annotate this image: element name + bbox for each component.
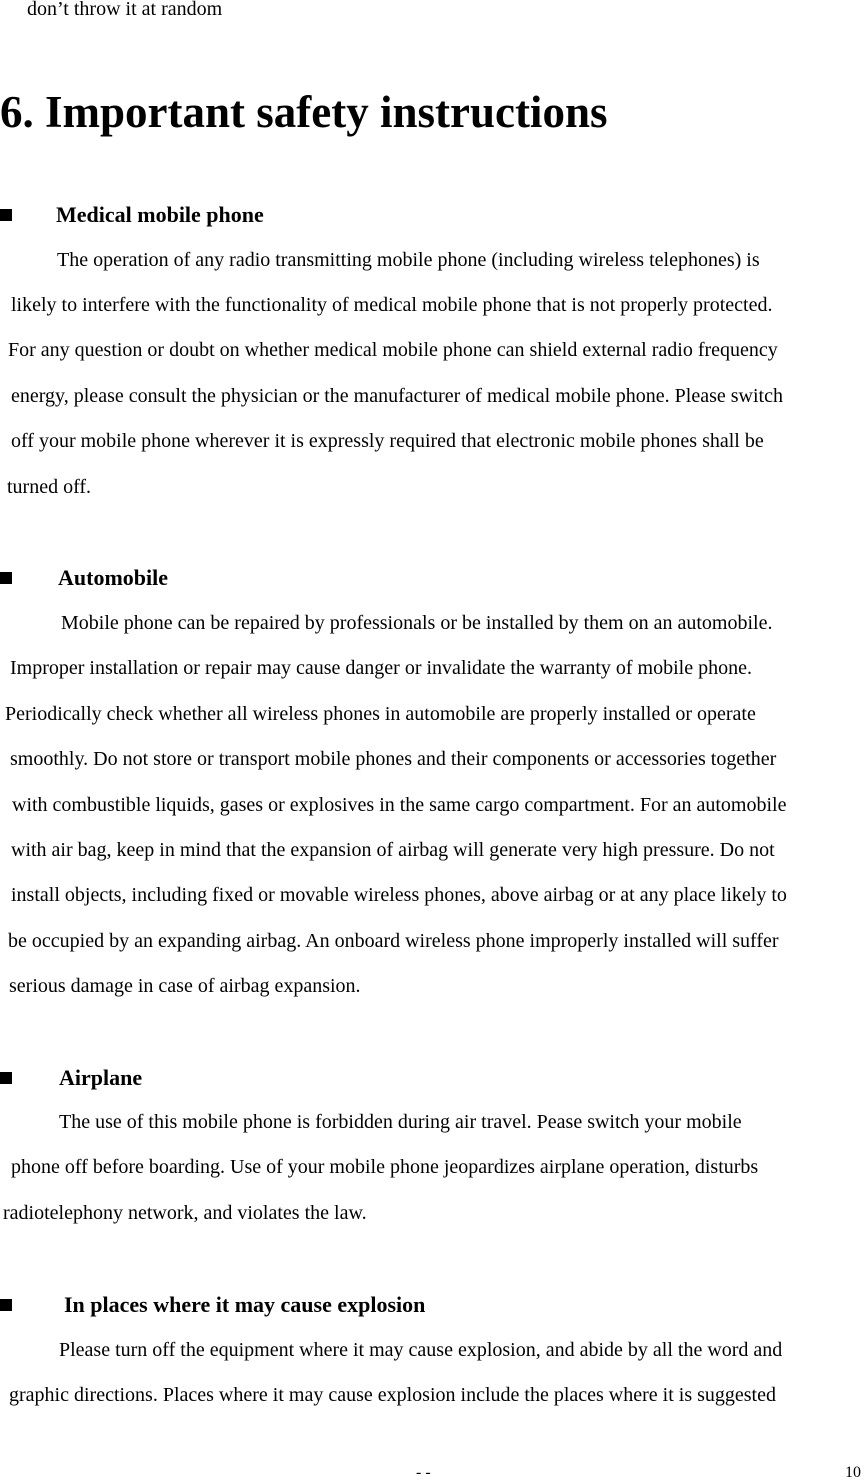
section-heading-airplane: Airplane	[59, 1065, 143, 1090]
page-footer-separator: - -	[416, 1464, 431, 1481]
paragraph-line: The use of this mobile phone is forbidden during air travel. Pease switch your mobile	[59, 1111, 742, 1133]
square-bullet-icon	[0, 572, 12, 584]
page-number: 10	[845, 1464, 861, 1481]
paragraph-line: radiotelephony network, and violates the law.	[3, 1202, 367, 1224]
paragraph-line: smoothly. Do not store or transport mobile phones and their components or accessories together	[10, 748, 777, 770]
paragraph-line: phone off before boarding. Use of your mobile phone jeopardizes airplane operation, disturbs	[11, 1156, 759, 1178]
paragraph-line: with combustible liquids, gases or explosives in the same cargo compartment. For an automobile	[12, 794, 787, 816]
paragraph-line: graphic directions. Places where it may cause explosion include the places where it is suggested	[9, 1384, 776, 1406]
section-heading-medical: Medical mobile phone	[56, 202, 264, 227]
paragraph-line: Periodically check whether all wireless phones in automobile are properly installed or operate	[5, 703, 756, 725]
paragraph-line: with air bag, keep in mind that the expansion of airbag will generate very high pressure. Do not	[11, 839, 775, 861]
paragraph-line: serious damage in case of airbag expansion.	[9, 975, 361, 997]
paragraph-line: The operation of any radio transmitting mobile phone (including wireless telephones) is	[57, 249, 760, 271]
paragraph-line: Please turn off the equipment where it may cause explosion, and abide by all the word and	[59, 1339, 783, 1361]
section-heading-automobile: Automobile	[58, 565, 168, 590]
square-bullet-icon	[0, 1072, 12, 1084]
square-bullet-icon	[0, 209, 12, 221]
intro-fragment: don’t throw it at random	[27, 0, 223, 20]
paragraph-line: energy, please consult the physician or the manufacturer of medical mobile phone. Please switch	[11, 385, 783, 407]
square-bullet-icon	[0, 1299, 12, 1311]
page-title: 6. Important safety instructions	[0, 87, 608, 137]
section-heading-explosion: In places where it may cause explosion	[64, 1292, 426, 1317]
paragraph-line: install objects, including fixed or movable wireless phones, above airbag or at any place likely to	[11, 884, 787, 906]
paragraph-line: off your mobile phone wherever it is expressly required that electronic mobile phones shall be	[11, 430, 764, 452]
paragraph-line: be occupied by an expanding airbag. An onboard wireless phone improperly installed will suffer	[8, 930, 779, 952]
paragraph-line: turned off.	[7, 476, 92, 498]
paragraph-line: Improper installation or repair may cause danger or invalidate the warranty of mobile phone.	[10, 657, 752, 679]
paragraph-line: For any question or doubt on whether medical mobile phone can shield external radio frequency	[8, 339, 778, 361]
paragraph-line: Mobile phone can be repaired by professionals or be installed by them on an automobile.	[61, 612, 773, 634]
paragraph-line: likely to interfere with the functionality of medical mobile phone that is not properly protected.	[11, 294, 773, 316]
